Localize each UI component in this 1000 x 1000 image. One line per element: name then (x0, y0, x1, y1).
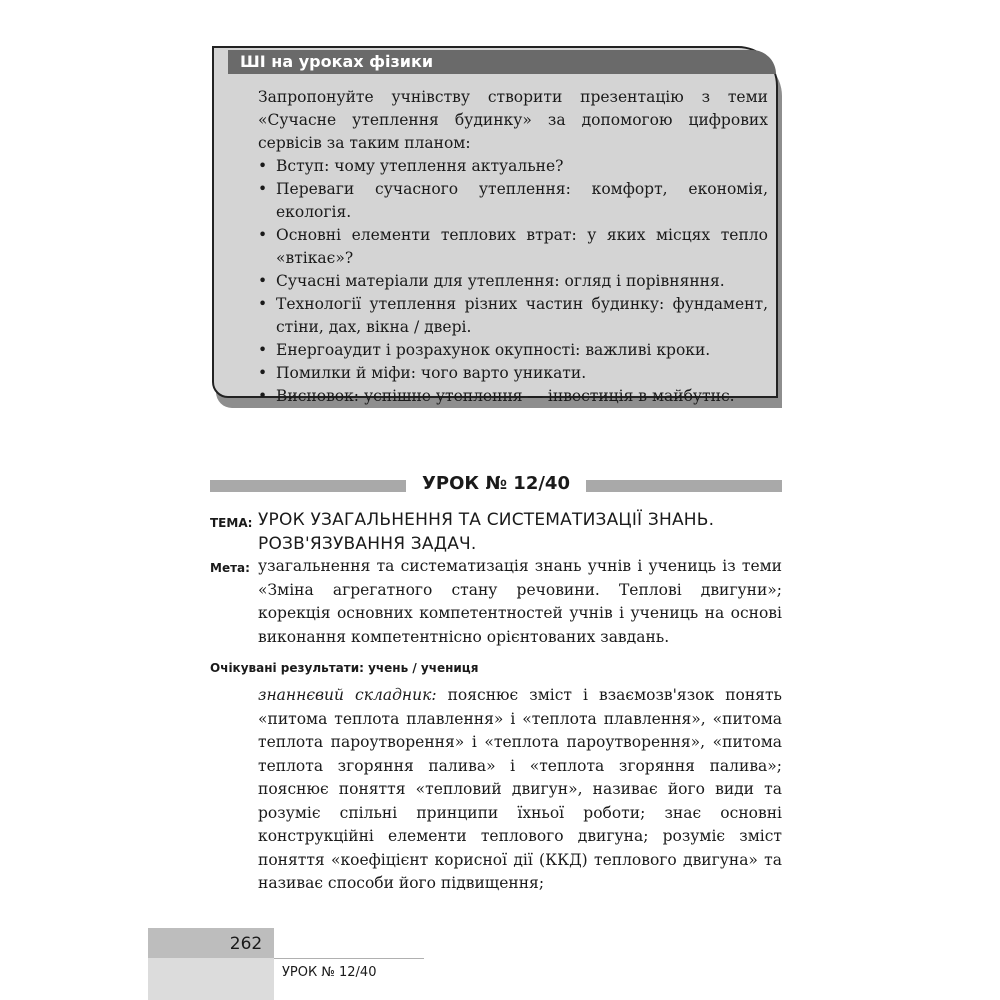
ai-physics-box (212, 46, 782, 408)
plan-item: • Енергоаудит і розрахунок окупності: важливі кроки. (258, 339, 768, 362)
ai-box-title: ШІ на уроках фізики (228, 50, 776, 74)
ai-box-content (258, 86, 768, 408)
bullet-icon: • (258, 364, 268, 382)
ai-box-plan-list (258, 155, 768, 408)
footer-box (148, 958, 274, 1000)
knowledge-component (258, 684, 782, 896)
lesson-header (210, 470, 782, 500)
ai-box-intro: Запропонуйте учнівству створити презентацію з теми «Сучасне утеплення будинку» за допомогою цифрових сервісів за таким планом: (258, 88, 768, 152)
footer-divider (274, 958, 424, 959)
plan-item: • Основні елементи теплових втрат: у яких місцях тепло «втікає»? (258, 226, 768, 267)
header-bar-left (210, 480, 406, 492)
goal-text: узагальнення та систематизація знань учнів і учениць із теми «Зміна агрегатного стану речовини. Теплові двигуни»; корекція основних компетентностей учнів і учениць на основі виконання компетентнісно орієнтованих завдань. (258, 557, 782, 646)
knowledge-text: пояснює зміст і взаємозв'язок понять «питома теплота плавлення» і «теплота плавлення», «питома теплота пароутворення» і «теплота пароутворення», «питома теплота згоряння палива» і «теплота згоряння палива»; пояснює поняття «тепловий двигун», називає його види та розуміє спільні принципи їхньої роботи; знає основні конструкційні елементи теплового двигуна; розуміє зміст поняття «коефіцієнт корисної дії (ККД) теплового двигуна» та називає способи його підвищення; (258, 686, 782, 892)
page-number: 262 (229, 934, 263, 954)
bullet-icon: • (258, 387, 268, 405)
bullet-icon: • (258, 180, 268, 198)
bullet-icon: • (258, 157, 268, 175)
header-bar-right (586, 480, 782, 492)
expected-results-label: Очікувані результати: учень / учениця (210, 661, 479, 675)
ai-box-panel (212, 46, 778, 405)
plan-item: • Переваги сучасного утеплення: комфорт, економія, екологія. (258, 180, 768, 221)
topic-text: УРОК УЗАГАЛЬНЕННЯ ТА СИСТЕМАТИЗАЦІЇ ЗНАНЬ. РОЗВ'ЯЗУВАННЯ ЗАДАЧ. (258, 510, 715, 554)
plan-item: • Технології утеплення різних частин будинку: фундамент, стіни, дах, вікна / двері. (258, 295, 768, 336)
bullet-icon: • (258, 226, 268, 244)
plan-item: • Висновок: успішне утеплення — інвестиція в майбутнє. (258, 385, 768, 408)
knowledge-label: знаннєвий складник: (258, 686, 437, 704)
bullet-icon: • (258, 341, 268, 359)
topic-label: ТЕМА: (210, 516, 253, 530)
running-title: УРОК № 12/40 (282, 965, 377, 980)
goal-label: Мета: (210, 561, 250, 575)
plan-item: • Сучасні матеріали для утеплення: огляд і порівняння. (258, 270, 768, 293)
bullet-icon: • (258, 295, 268, 313)
lesson-title: УРОК № 12/40 (422, 473, 570, 494)
bullet-icon: • (258, 272, 268, 290)
topic-row (210, 508, 782, 558)
plan-item: • Вступ: чому утеплення актуальне? (258, 155, 768, 178)
plan-item: • Помилки й міфи: чого варто уникати. (258, 362, 768, 385)
goal-row (210, 555, 782, 661)
